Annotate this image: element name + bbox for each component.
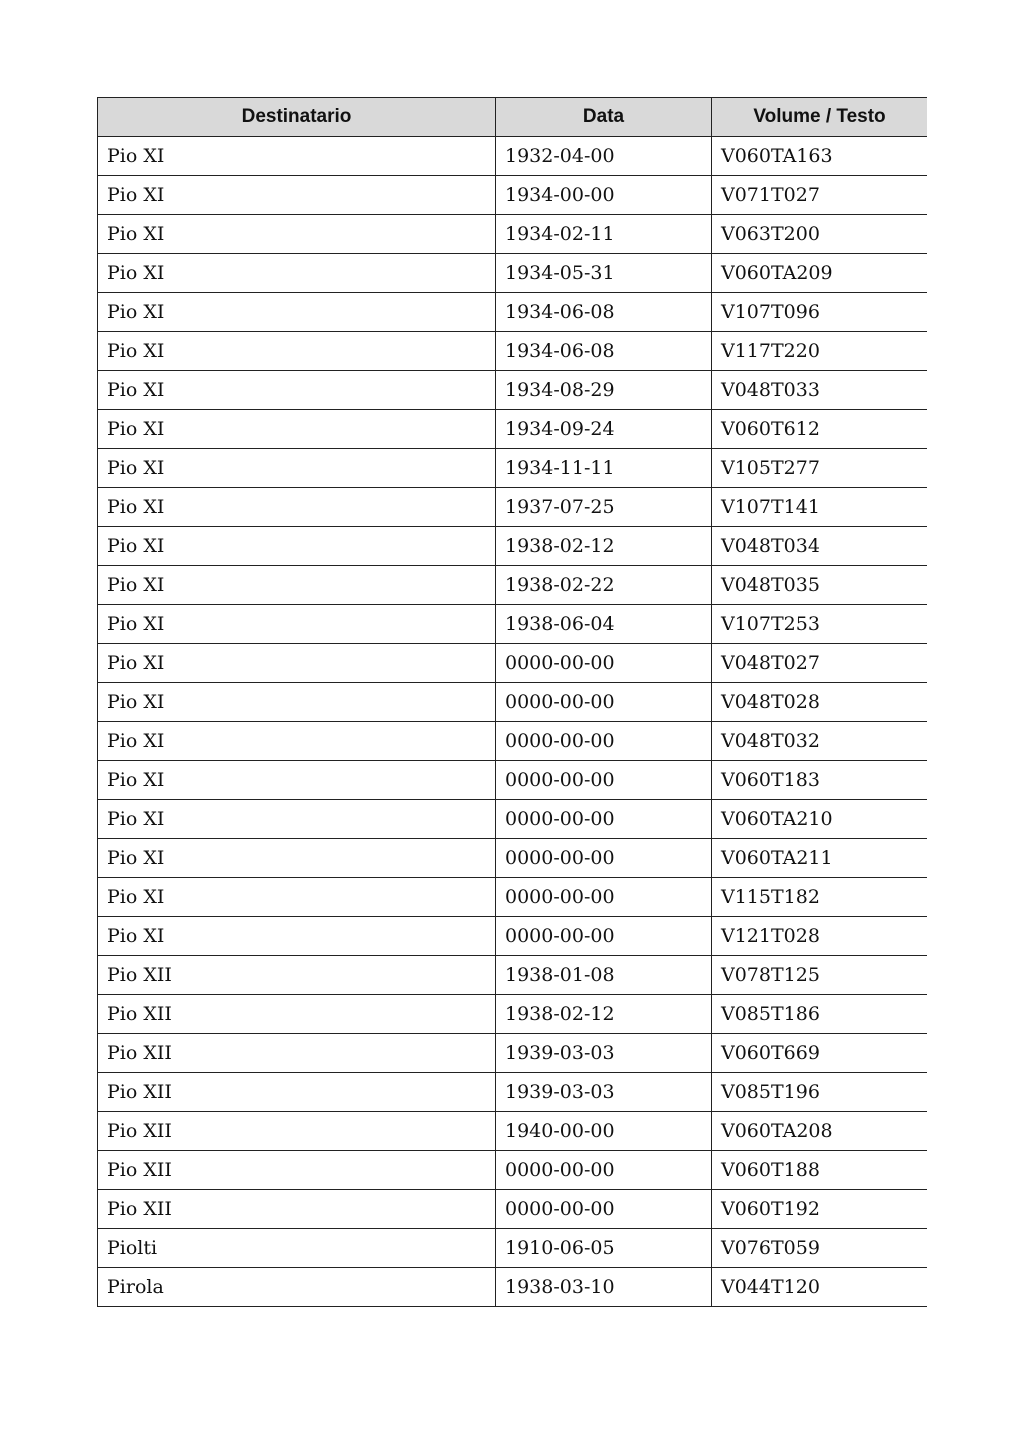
table-row xyxy=(98,254,928,293)
cell-destinatario: Pio XII xyxy=(98,1151,496,1190)
cell-data: 1934-00-00 xyxy=(496,176,712,215)
table-row xyxy=(98,761,928,800)
cell-destinatario: Pio XII xyxy=(98,1190,496,1229)
cell-data: 1934-02-11 xyxy=(496,215,712,254)
cell-volume-testo: V060T612 xyxy=(712,410,928,449)
cell-volume-testo: V085T196 xyxy=(712,1073,928,1112)
cell-data: 0000-00-00 xyxy=(496,722,712,761)
cell-volume-testo: V107T141 xyxy=(712,488,928,527)
table-row xyxy=(98,215,928,254)
cell-data: 1938-03-10 xyxy=(496,1268,712,1307)
cell-data: 0000-00-00 xyxy=(496,800,712,839)
cell-volume-testo: V048T027 xyxy=(712,644,928,683)
cell-volume-testo: V107T253 xyxy=(712,605,928,644)
cell-volume-testo: V107T096 xyxy=(712,293,928,332)
cell-data: 0000-00-00 xyxy=(496,878,712,917)
cell-data: 0000-00-00 xyxy=(496,1151,712,1190)
cell-destinatario: Pio XI xyxy=(98,800,496,839)
cell-volume-testo: V060T183 xyxy=(712,761,928,800)
cell-destinatario: Pio XI xyxy=(98,917,496,956)
cell-destinatario: Pio XI xyxy=(98,722,496,761)
cell-data: 1937-07-25 xyxy=(496,488,712,527)
header-destinatario: Destinatario xyxy=(98,98,496,137)
cell-volume-testo: V121T028 xyxy=(712,917,928,956)
cell-volume-testo: V115T182 xyxy=(712,878,928,917)
table-row xyxy=(98,878,928,917)
cell-volume-testo: V076T059 xyxy=(712,1229,928,1268)
cell-volume-testo: V063T200 xyxy=(712,215,928,254)
table-row xyxy=(98,1112,928,1151)
cell-data: 0000-00-00 xyxy=(496,644,712,683)
table-row xyxy=(98,1034,928,1073)
cell-data: 1940-00-00 xyxy=(496,1112,712,1151)
cell-data: 1934-09-24 xyxy=(496,410,712,449)
cell-data: 1938-02-12 xyxy=(496,527,712,566)
cell-destinatario: Piolti xyxy=(98,1229,496,1268)
table-row xyxy=(98,839,928,878)
cell-destinatario: Pio XI xyxy=(98,878,496,917)
table-row xyxy=(98,371,928,410)
cell-volume-testo: V060T669 xyxy=(712,1034,928,1073)
table-row xyxy=(98,527,928,566)
table-row xyxy=(98,176,928,215)
cell-data: 0000-00-00 xyxy=(496,1190,712,1229)
cell-data: 1939-03-03 xyxy=(496,1034,712,1073)
table-row xyxy=(98,1151,928,1190)
cell-volume-testo: V078T125 xyxy=(712,956,928,995)
cell-destinatario: Pio XII xyxy=(98,995,496,1034)
table-row xyxy=(98,410,928,449)
cell-data: 1932-04-00 xyxy=(496,137,712,176)
header-data: Data xyxy=(496,98,712,137)
cell-data: 1938-02-12 xyxy=(496,995,712,1034)
table-row xyxy=(98,917,928,956)
table-row xyxy=(98,566,928,605)
cell-destinatario: Pio XI xyxy=(98,566,496,605)
cell-volume-testo: V060TA163 xyxy=(712,137,928,176)
table-row xyxy=(98,800,928,839)
table-row xyxy=(98,644,928,683)
cell-data: 1934-08-29 xyxy=(496,371,712,410)
cell-destinatario: Pio XI xyxy=(98,371,496,410)
cell-destinatario: Pio XI xyxy=(98,839,496,878)
cell-destinatario: Pio XII xyxy=(98,956,496,995)
cell-destinatario: Pio XII xyxy=(98,1034,496,1073)
cell-data: 0000-00-00 xyxy=(496,917,712,956)
table-row xyxy=(98,995,928,1034)
cell-destinatario: Pio XII xyxy=(98,1112,496,1151)
table-row xyxy=(98,605,928,644)
cell-destinatario: Pio XI xyxy=(98,254,496,293)
cell-data: 1938-02-22 xyxy=(496,566,712,605)
cell-destinatario: Pio XI xyxy=(98,293,496,332)
cell-destinatario: Pio XI xyxy=(98,137,496,176)
cell-volume-testo: V060T192 xyxy=(712,1190,928,1229)
cell-data: 1934-06-08 xyxy=(496,293,712,332)
document-table-container xyxy=(97,97,927,1311)
cell-data: 1934-06-08 xyxy=(496,332,712,371)
table-row xyxy=(98,293,928,332)
table-header-row xyxy=(98,98,928,137)
table-row xyxy=(98,1268,928,1307)
cell-volume-testo: V060T188 xyxy=(712,1151,928,1190)
table-row xyxy=(98,1190,928,1229)
table-row xyxy=(98,683,928,722)
cell-volume-testo: V085T186 xyxy=(712,995,928,1034)
table-row xyxy=(98,332,928,371)
table-row xyxy=(98,1229,928,1268)
cell-destinatario: Pio XI xyxy=(98,488,496,527)
cell-destinatario: Pio XI xyxy=(98,605,496,644)
cell-destinatario: Pio XI xyxy=(98,527,496,566)
cell-volume-testo: V060TA210 xyxy=(712,800,928,839)
letters-table xyxy=(97,97,927,1307)
cell-volume-testo: V060TA208 xyxy=(712,1112,928,1151)
cell-volume-testo: V048T035 xyxy=(712,566,928,605)
table-row xyxy=(98,722,928,761)
cell-data: 1910-06-05 xyxy=(496,1229,712,1268)
table-row xyxy=(98,488,928,527)
cell-volume-testo: V044T120 xyxy=(712,1268,928,1307)
table-body xyxy=(98,137,928,1307)
cell-destinatario: Pio XI xyxy=(98,332,496,371)
cell-destinatario: Pirola xyxy=(98,1268,496,1307)
table-row xyxy=(98,137,928,176)
cell-data: 1938-01-08 xyxy=(496,956,712,995)
cell-data: 1939-03-03 xyxy=(496,1073,712,1112)
cell-destinatario: Pio XII xyxy=(98,1073,496,1112)
header-volume-testo: Volume / Testo xyxy=(712,98,928,137)
cell-volume-testo: V048T034 xyxy=(712,527,928,566)
cell-volume-testo: V060TA211 xyxy=(712,839,928,878)
cell-destinatario: Pio XI xyxy=(98,215,496,254)
cell-data: 0000-00-00 xyxy=(496,761,712,800)
cell-data: 1934-05-31 xyxy=(496,254,712,293)
cell-volume-testo: V117T220 xyxy=(712,332,928,371)
cell-data: 1938-06-04 xyxy=(496,605,712,644)
cell-volume-testo: V060TA209 xyxy=(712,254,928,293)
cell-volume-testo: V071T027 xyxy=(712,176,928,215)
cell-volume-testo: V105T277 xyxy=(712,449,928,488)
cell-destinatario: Pio XI xyxy=(98,176,496,215)
cell-destinatario: Pio XI xyxy=(98,449,496,488)
cell-volume-testo: V048T032 xyxy=(712,722,928,761)
cell-destinatario: Pio XI xyxy=(98,410,496,449)
cell-data: 1934-11-11 xyxy=(496,449,712,488)
cell-volume-testo: V048T033 xyxy=(712,371,928,410)
cell-data: 0000-00-00 xyxy=(496,683,712,722)
cell-destinatario: Pio XI xyxy=(98,683,496,722)
cell-volume-testo: V048T028 xyxy=(712,683,928,722)
cell-destinatario: Pio XI xyxy=(98,761,496,800)
table-row xyxy=(98,449,928,488)
table-row xyxy=(98,956,928,995)
table-row xyxy=(98,1073,928,1112)
cell-data: 0000-00-00 xyxy=(496,839,712,878)
cell-destinatario: Pio XI xyxy=(98,644,496,683)
